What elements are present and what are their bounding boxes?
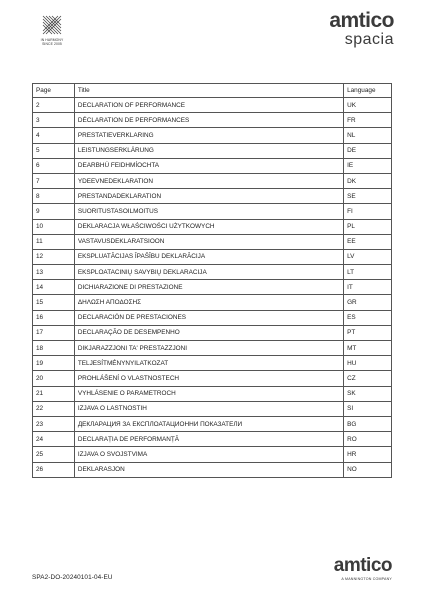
table-row — [33, 416, 392, 431]
harmony-mark-icon — [41, 14, 63, 36]
cell-language: BG — [344, 416, 392, 431]
cell-language: PT — [344, 325, 392, 340]
cell-page: 25 — [33, 447, 75, 462]
table-row — [33, 447, 392, 462]
cell-page: 12 — [33, 249, 75, 264]
cell-language: FR — [344, 113, 392, 128]
cell-title: EKSPLUATĀCIJAS ĪPAŠĪBU DEKLARĀCIJA — [74, 249, 343, 264]
cell-language: PL — [344, 219, 392, 234]
cell-title: PROHLÁŠENÍ O VLASTNOSTECH — [74, 371, 343, 386]
cell-language: DE — [344, 143, 392, 158]
cell-title: VASTAVUSDEKLARATSIOON — [74, 234, 343, 249]
cell-title: DECLARACIÓN DE PRESTACIONES — [74, 310, 343, 325]
cell-title: YDEEVNEDEKLARATION — [74, 173, 343, 188]
cell-language: MT — [344, 341, 392, 356]
table-row — [33, 310, 392, 325]
table-row — [33, 462, 392, 477]
table-row — [33, 265, 392, 280]
cell-page: 22 — [33, 401, 75, 416]
cell-language: RO — [344, 432, 392, 447]
table-row — [33, 249, 392, 264]
table-row — [33, 371, 392, 386]
cell-page: 6 — [33, 158, 75, 173]
cell-page: 17 — [33, 325, 75, 340]
cell-title: DÉCLARATION DE PERFORMANCES — [74, 113, 343, 128]
cell-page: 5 — [33, 143, 75, 158]
table-row — [33, 143, 392, 158]
cell-title: DEKLARASJON — [74, 462, 343, 477]
cell-language: SK — [344, 386, 392, 401]
table-row — [33, 234, 392, 249]
document-code: SPA2-DO-20240101-04-EU — [32, 574, 113, 581]
cell-title: PRESTATIEVERKLARING — [74, 128, 343, 143]
cell-language: FI — [344, 204, 392, 219]
table-row — [33, 204, 392, 219]
product-name: spacia — [344, 31, 394, 48]
cell-title: DEKLARACJA WŁAŚCIWOŚCI UŻYTKOWYCH — [74, 219, 343, 234]
footer-brand-logo — [334, 556, 392, 581]
table-row — [33, 401, 392, 416]
cell-page: 24 — [33, 432, 75, 447]
table-row — [33, 128, 392, 143]
cell-page: 7 — [33, 173, 75, 188]
table-row — [33, 219, 392, 234]
cell-language: LV — [344, 249, 392, 264]
cell-title: TELJESÍTMÉNYNYILATKOZAT — [74, 356, 343, 371]
column-header-language: Language — [344, 84, 392, 98]
cell-language: GR — [344, 295, 392, 310]
cell-page: 8 — [33, 189, 75, 204]
cell-language: SI — [344, 401, 392, 416]
table-body — [33, 98, 392, 478]
cell-language: NO — [344, 462, 392, 477]
cell-page: 23 — [33, 416, 75, 431]
cell-page: 10 — [33, 219, 75, 234]
cell-title: ΔΗΛΩΣΗ ΑΠΟΔΟΣΗΣ — [74, 295, 343, 310]
column-header-page: Page — [33, 84, 75, 98]
table-row — [33, 280, 392, 295]
cell-title: DECLARAȚIA DE PERFORMANȚĂ — [74, 432, 343, 447]
cell-language: HR — [344, 447, 392, 462]
table-row — [33, 113, 392, 128]
cell-title: DEARBHÚ FEIDHMÍOCHTA — [74, 158, 343, 173]
cell-title: SUORITUSTASOILMOITUS — [74, 204, 343, 219]
footer-brand-name: amtico — [333, 555, 392, 576]
cell-page: 21 — [33, 386, 75, 401]
cell-page: 19 — [33, 356, 75, 371]
cell-title: DICHIARAZIONE DI PRESTAZIONE — [74, 280, 343, 295]
contents-table — [32, 83, 392, 478]
cell-page: 2 — [33, 98, 75, 113]
cell-title: EKSPLOATACINIŲ SAVYBIŲ DEKLARACIJA — [74, 265, 343, 280]
cell-page: 13 — [33, 265, 75, 280]
column-header-title: Title — [74, 84, 343, 98]
table-row — [33, 356, 392, 371]
cell-language: HU — [344, 356, 392, 371]
table-row — [33, 295, 392, 310]
table-row — [33, 386, 392, 401]
table-row — [33, 341, 392, 356]
table-row — [33, 432, 392, 447]
table-row — [33, 158, 392, 173]
harmony-logo — [32, 14, 72, 46]
cell-language: UK — [344, 98, 392, 113]
cell-language: DK — [344, 173, 392, 188]
cell-page: 11 — [33, 234, 75, 249]
cell-title: ДЕКЛАРАЦИЯ ЗА ЕКСПЛОАТАЦИОННИ ПОКАЗАТЕЛИ — [74, 416, 343, 431]
cell-language: EE — [344, 234, 392, 249]
table-row — [33, 173, 392, 188]
cell-title: DECLARAÇÃO DE DESEMPENHO — [74, 325, 343, 340]
cell-title: DIKJARAZZJONI TA' PRESTAZZJONI — [74, 341, 343, 356]
cell-page: 3 — [33, 113, 75, 128]
cell-language: IT — [344, 280, 392, 295]
cell-language: LT — [344, 265, 392, 280]
brand-name: amtico — [329, 9, 394, 32]
cell-title: IZJAVA O LASTNOSTIH — [74, 401, 343, 416]
cell-title: LEISTUNGSERKLÄRUNG — [74, 143, 343, 158]
table-header-row — [33, 84, 392, 98]
cell-language: IE — [344, 158, 392, 173]
cell-title: DECLARATION OF PERFORMANCE — [74, 98, 343, 113]
harmony-logo-caption: IN HARMONY SINCE 2005 — [40, 38, 64, 47]
cell-title: VYHLÁSENIE O PARAMETROCH — [74, 386, 343, 401]
cell-page: 16 — [33, 310, 75, 325]
table-row — [33, 189, 392, 204]
cell-language: CZ — [344, 371, 392, 386]
cell-title: IZJAVA O SVOJSTVIMA — [74, 447, 343, 462]
cell-page: 4 — [33, 128, 75, 143]
cell-language: ES — [344, 310, 392, 325]
cell-page: 26 — [33, 462, 75, 477]
table-row — [33, 98, 392, 113]
footer-tagline: A MANNINGTON COMPANY — [341, 577, 392, 581]
table-row — [33, 325, 392, 340]
cell-title: PRESTANDADEKLARATION — [74, 189, 343, 204]
cell-page: 20 — [33, 371, 75, 386]
cell-page: 15 — [33, 295, 75, 310]
cell-page: 9 — [33, 204, 75, 219]
cell-language: NL — [344, 128, 392, 143]
cell-language: SE — [344, 189, 392, 204]
cell-page: 18 — [33, 341, 75, 356]
cell-page: 14 — [33, 280, 75, 295]
brand-logo — [329, 10, 394, 48]
